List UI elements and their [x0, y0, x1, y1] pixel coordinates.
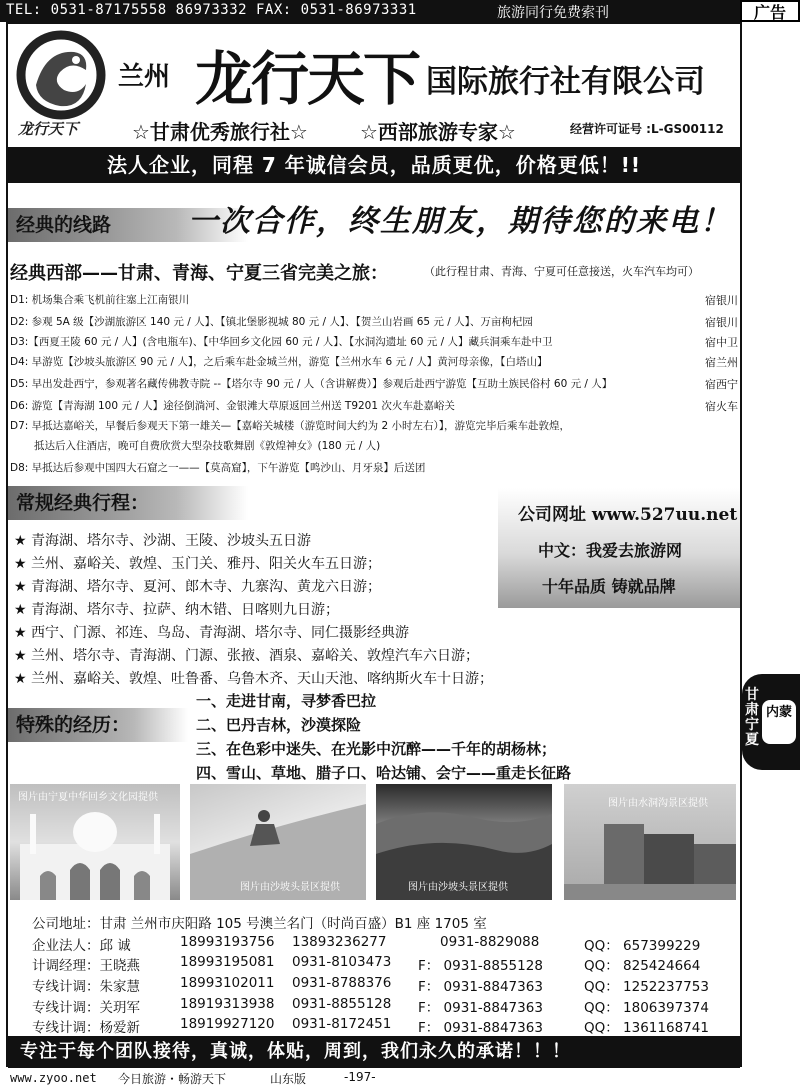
region-side-tab [742, 674, 800, 770]
dragon-logo-icon [16, 30, 106, 120]
contact-mobile-2: 13893236277 [292, 934, 387, 950]
contact-tel: 0931-8103473 [292, 954, 392, 970]
contact-mobile: 18993102011 [180, 975, 275, 991]
section-heading-regular: 常规经典行程： [8, 486, 248, 520]
route-title: 经典西部——甘肃、青海、宁夏三省完美之旅： [10, 263, 388, 284]
footer-site[interactable]: www.zyoo.net [10, 1071, 97, 1085]
itinerary-stay: 宿中卫 [705, 336, 738, 349]
regular-tour-item: ★ 青海湖、塔尔寺、拉萨、纳木错、日喀则九日游； [14, 602, 339, 618]
itinerary-stay: 宿兰州 [705, 356, 738, 369]
photo-caption: 图片由沙坡头景区提供 [240, 882, 340, 893]
photo-caption: 图片由宁夏中华回乡文化园提供 [18, 792, 158, 803]
itinerary-stay: 宿西宁 [705, 378, 738, 391]
itinerary-day: D8: 早抵达后参观中国四大石窟之一——【莫高窟】，下午游览【鸣沙山、月牙泉】后送团 [10, 462, 426, 474]
logo-caption: 龙行天下 [18, 120, 79, 138]
website-promo-box [498, 488, 740, 608]
special-experience: 三、在色彩中迷失、在光影中沉醉——千年的胡杨林； [196, 740, 557, 758]
region-label-gansu-ningxia: 甘肃宁夏 [745, 687, 759, 748]
itinerary-day: D5: 早出发赴西宁，参观著名藏传佛教寺院 --【塔尔寺 90 元 / 人（含讲解费）】参观后赴西宁游览【互助土族民俗村 60 元 / 人】 [10, 378, 613, 390]
itinerary-stay: 宿火车 [705, 400, 738, 413]
title-brand: 龙行天下 [195, 45, 420, 113]
bottom-banner: 专注于每个团队接待，真诚，体贴，周到，我们永久的承诺！！！ [8, 1036, 740, 1068]
regular-tour-item: ★ 青海湖、塔尔寺、沙湖、王陵、沙坡头五日游 [14, 533, 311, 549]
contact-mobile: 18919313938 [180, 996, 275, 1012]
contact-tel: 0931-8855128 [292, 996, 392, 1012]
photo-caption: 图片由水洞沟景区提供 [608, 798, 708, 809]
website-cn-name: 中文：我爱去旅游网 [538, 541, 683, 560]
photo-shapotou-desert [376, 784, 552, 900]
title-company: 国际旅行社有限公司 [426, 64, 705, 100]
photo-caption: 图片由沙坡头景区提供 [408, 882, 508, 893]
company-address: 公司地址：甘肃 兰州市庆阳路 105 号澳兰名门（时尚百盛）B1 座 1705 室 [32, 916, 487, 932]
slogan-excellent-agency: ☆甘肃优秀旅行社☆ [132, 120, 308, 144]
special-experience: 一、走进甘南，寻梦香巴拉 [196, 692, 377, 710]
contact-mobile: 18993195081 [180, 954, 275, 970]
contact-tel: 0931-8172451 [292, 1016, 392, 1032]
itinerary-day: D7: 早抵达嘉峪关，早餐后参观天下第一雄关—【嘉峪关城楼（游览时间大约为 2 小时左右）】，游览完毕后乘车赴敦煌， [10, 420, 570, 432]
page-number: -197- [344, 1070, 376, 1084]
region-label-inner-mongolia: 内蒙 [762, 700, 796, 744]
regular-tour-item: ★ 兰州、嘉峪关、敦煌、玉门关、雅丹、阳关火车五日游； [14, 556, 381, 572]
website-url[interactable]: 公司网址 www.527uu.net [518, 505, 738, 525]
footer-tagline: 今日旅游・畅游天下 [118, 1072, 227, 1086]
contact-tel: 0931-8829088 [440, 934, 540, 950]
regular-tour-item: ★ 西宁、门源、祁连、鸟岛、青海湖、塔尔寺、同仁摄影经典游 [14, 625, 409, 641]
itinerary-day: D4: 早游览【沙坡头旅游区 90 元 / 人】，之后乘车赴金城兰州，游览【兰州水车 6 元 / 人】黄河母亲像，【白塔山】 [10, 356, 548, 368]
brand-slogan: 十年品质 铸就品牌 [542, 577, 676, 596]
top-banner: 法人企业，同程 7 年诚信会员，品质更优，价格更低！!! [8, 147, 740, 183]
regular-tour-item: ★ 兰州、塔尔寺、青海湖、门源、张掖、酒泉、嘉峪关、敦煌汽车六日游； [14, 648, 479, 664]
free-magazine-note: 旅游同行免费索刊 [497, 5, 609, 21]
license-number: 经营许可证号 :L-GS00112 [570, 122, 724, 136]
contact-mobile: 18919927120 [180, 1016, 275, 1032]
photo-shapotou-sand-slide [190, 784, 366, 900]
publisher-phone-fax: TEL: 0531-87175558 86973332 FAX: 0531-86973331 [6, 2, 417, 18]
itinerary-day: D2: 参观 5A 级【沙湖旅游区 140 元 / 人】、【镇北堡影视城 80 元 / 人】、【贺兰山岩画 65 元 / 人】、万亩枸杞园 [10, 316, 533, 328]
regular-tour-item: ★ 青海湖、塔尔寺、夏河、郎木寺、九寨沟、黄龙六日游； [14, 579, 381, 595]
regular-tour-item: ★ 兰州、嘉峪关、敦煌、吐鲁番、乌鲁木齐、天山天池、喀纳斯火车十日游； [14, 671, 493, 687]
contact-mobile: 18993193756 [180, 934, 275, 950]
ad-badge: 广告 [740, 0, 800, 22]
route-note: （此行程甘肃、青海、宁夏可任意接送，火车汽车均可） [424, 265, 699, 278]
itinerary-day: D3:【西夏王陵 60 元 / 人】(含电瓶车)、【中华回乡文化园 60 元 / 人】、【水洞沟遗址 60 元 / 人】藏兵洞乘车赴中卫 [10, 336, 553, 348]
itinerary-day-cont: 抵达后入住酒店，晚可自费欣赏大型杂技歌舞剧《敦煌神女》(180 元 / 人) [34, 440, 381, 452]
contact-qq: QQ： 1806397374 [584, 1000, 709, 1016]
contact-tel: 0931-8788376 [292, 975, 392, 991]
contact-qq: QQ： 1361168741 [584, 1020, 709, 1036]
itinerary-day: D6: 游览【青海湖 100 元 / 人】途径倒淌河、金银滩大草原返回兰州送 T9201 次火车赴嘉峪关 [10, 400, 455, 412]
contact-qq: QQ： 825424664 [584, 958, 701, 974]
section-heading-special: 特殊的经历： [8, 708, 188, 742]
contact-fax: F： 0931-8847363 [418, 1020, 543, 1036]
contact-qq: QQ： 657399229 [584, 938, 701, 954]
itinerary-stay: 宿银川 [705, 294, 738, 307]
contact-role: 专线计调：朱家慧 [32, 979, 140, 995]
slogan-west-expert: ☆西部旅游专家☆ [360, 120, 516, 144]
contact-role: 专线计调：关玥军 [32, 1000, 140, 1016]
page-footer [0, 1069, 800, 1087]
contact-role: 企业法人：邱 诚 [32, 938, 131, 954]
photo-hui-culture-park [10, 784, 180, 900]
contact-qq: QQ： 1252237753 [584, 979, 709, 995]
itinerary-stay: 宿银川 [705, 316, 738, 329]
section-heading-classic: 经典的线路 [8, 208, 248, 242]
cooperation-slogan: 一次合作，终生朋友，期待您的来电！ [188, 204, 732, 239]
contact-fax: F： 0931-8855128 [418, 958, 543, 974]
contact-role: 专线计调：杨爱新 [32, 1020, 140, 1036]
contact-role: 计调经理：王晓燕 [32, 958, 140, 974]
contact-fax: F： 0931-8847363 [418, 1000, 543, 1016]
photo-shuidonggou [564, 784, 736, 900]
title-city: 兰州 [118, 62, 171, 92]
itinerary-day: D1: 机场集合乘飞机前往塞上江南银川 [10, 294, 190, 306]
special-experience: 二、巴丹吉林，沙漠探险 [196, 716, 362, 734]
contact-fax: F： 0931-8847363 [418, 979, 543, 995]
footer-edition: 山东版 [270, 1072, 307, 1086]
top-contact-bar [0, 0, 800, 22]
special-experience: 四、雪山、草地、腊子口、哈达铺、会宁——重走长征路 [196, 764, 572, 782]
